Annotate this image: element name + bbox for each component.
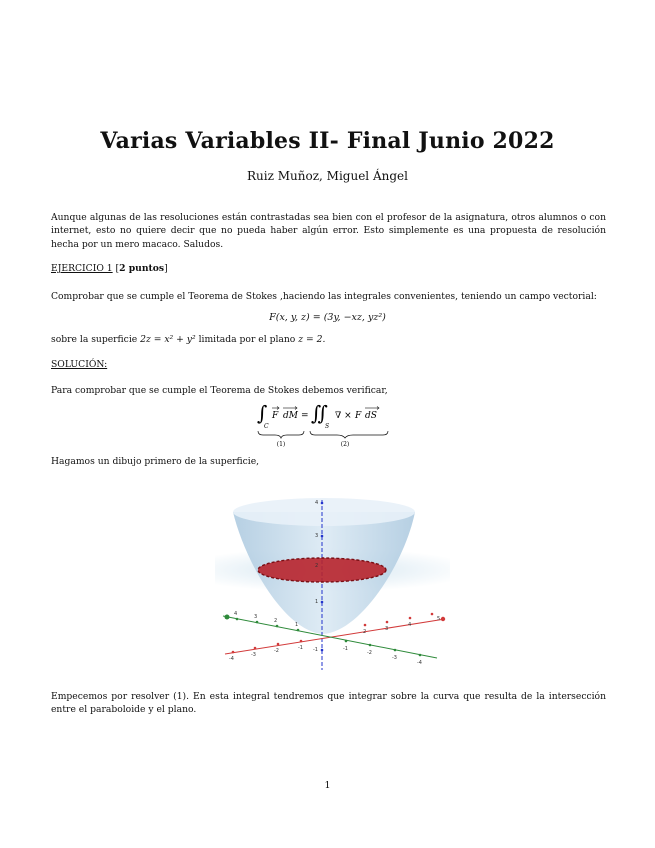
x-tick-label: -3 bbox=[251, 652, 256, 658]
y-tick-label: 3 bbox=[254, 614, 258, 620]
svg-text:dM: dM bbox=[283, 411, 298, 421]
surface-equation: 2z = x² + y² bbox=[140, 334, 196, 345]
document-author: Ruiz Muñoz, Miguel Ángel bbox=[247, 169, 408, 183]
svg-text:S: S bbox=[325, 423, 330, 430]
brace-right-label: (2) bbox=[340, 441, 350, 448]
x-tick-label: -2 bbox=[274, 648, 279, 654]
y-tick-label: -3 bbox=[392, 655, 397, 661]
x-tick-label: 4 bbox=[408, 622, 412, 628]
x-tick-label: -4 bbox=[229, 656, 234, 662]
y-axis-arrow bbox=[225, 615, 230, 620]
exercise-points: 2 puntos bbox=[119, 263, 165, 274]
svg-text:=: = bbox=[301, 411, 309, 421]
y-tick-label: 4 bbox=[234, 611, 238, 617]
paraboloid-top-rim bbox=[233, 498, 415, 526]
document-title: Varias Variables II- Final Junio 2022 bbox=[100, 128, 555, 154]
svg-text:F: F bbox=[355, 411, 362, 421]
y-tick-label: 2 bbox=[274, 618, 278, 624]
x-tick-label: 2 bbox=[363, 629, 367, 635]
z-tick-label: 4 bbox=[315, 500, 319, 506]
x-tick-label: -1 bbox=[298, 645, 303, 651]
surface-text-prefix: sobre la superficie bbox=[51, 334, 138, 345]
paraboloid-figure bbox=[215, 492, 450, 672]
plane-equation: z = 2. bbox=[298, 334, 326, 345]
svg-text:∬: ∬ bbox=[311, 401, 329, 425]
y-tick-label: -1 bbox=[343, 646, 348, 652]
z-tick-label: -1 bbox=[313, 647, 318, 653]
x-tick-label: 3 bbox=[385, 626, 389, 632]
exercise-statement: Comprobar que se cumple el Teorema de Stokes ,haciendo las integrales convenientes, teniendo un campo vectorial: bbox=[51, 291, 597, 302]
svg-text:∫: ∫ bbox=[257, 401, 268, 425]
z-tick-label: 3 bbox=[315, 533, 319, 539]
y-tick-label: -4 bbox=[417, 660, 422, 666]
exercise-label: EJERCICIO 1 bbox=[51, 263, 113, 274]
svg-text:∇ ×: ∇ × bbox=[335, 411, 352, 421]
vector-field-formula: F(x, y, z) = (3y, −xz, yz²) bbox=[269, 312, 386, 323]
solution-label: SOLUCIÓN: bbox=[51, 359, 108, 370]
draw-intro: Hagamos un dibujo primero de la superficie, bbox=[51, 456, 260, 467]
z-tick-label: 1 bbox=[315, 599, 319, 605]
solution-intro: Para comprobar que se cumple el Teorema de Stokes debemos verificar, bbox=[51, 385, 388, 396]
exercise-heading: EJERCICIO 1 [2 puntos] bbox=[51, 263, 168, 274]
x-axis-arrow bbox=[441, 617, 445, 621]
intro-paragraph: Aunque algunas de las resoluciones están contrastadas sea bien con el profesor de la asignatura, otros alumnos o con internet, esto no quiere decir que no pueda haber algún error. Esto simplemente es una propuesta de resolución hecha por un mero macaco. Saludos. bbox=[51, 212, 606, 250]
svg-text:C: C bbox=[264, 423, 269, 430]
stokes-equation bbox=[255, 400, 400, 450]
solution-heading bbox=[51, 359, 107, 370]
y-tick-label: -2 bbox=[367, 650, 372, 656]
x-tick-label: 5 bbox=[437, 616, 441, 622]
brace-left-label: (1) bbox=[276, 441, 286, 448]
page-number: 1 bbox=[324, 780, 331, 791]
z-tick-label: 2 bbox=[315, 563, 319, 569]
closing-paragraph: Empecemos por resolver (1). En esta integral tendremos que integrar sobre la curva que resulta de la intersección entre el paraboloide y el plano. bbox=[51, 691, 606, 716]
surface-text-mid: limitada por el plano bbox=[198, 334, 296, 345]
surface-description bbox=[51, 333, 606, 346]
y-tick-label: 1 bbox=[295, 622, 299, 628]
svg-text:dS: dS bbox=[365, 411, 377, 421]
svg-text:F: F bbox=[272, 411, 279, 421]
